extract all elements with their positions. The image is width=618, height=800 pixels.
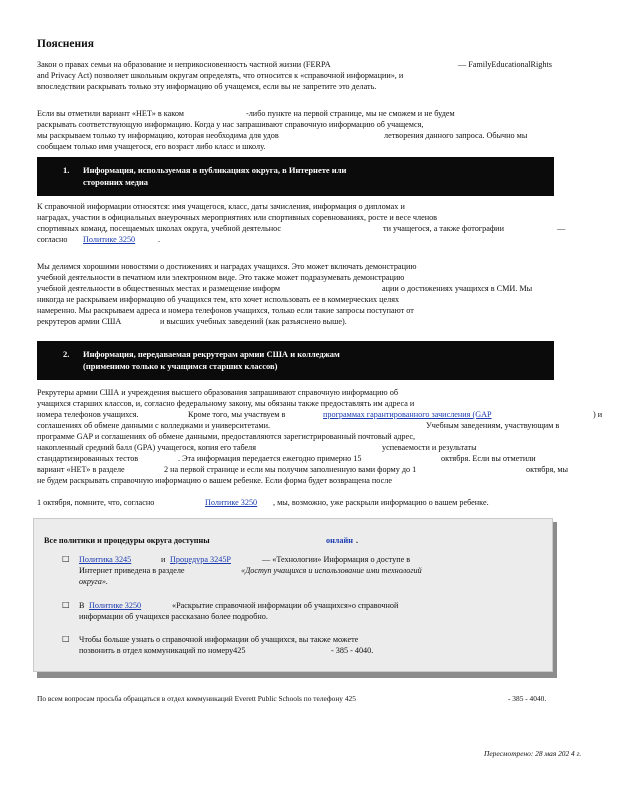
paragraph-line: -либо пункте на первой странице, мы не сможем и не будем xyxy=(246,109,455,118)
list-item-text: и xyxy=(161,555,166,564)
paragraph-line: летворения данного запроса. Обычно мы xyxy=(384,131,528,140)
paragraph-line: накопленный средний балл (GPA) учащегося, копия его табеля xyxy=(37,443,257,452)
policy-3250-link[interactable]: Политике 3250 xyxy=(205,498,258,507)
list-item-text: «Доступ учащихся и использование ими технологий xyxy=(241,566,422,575)
page-title: Пояснения xyxy=(37,38,95,50)
info-box-header: Все политики и процедуры округа доступны xyxy=(44,536,210,545)
paragraph-line: намеренно. Мы раскрываем адреса и номера телефонов учащихся, только если такие запросы поступают от xyxy=(37,306,414,315)
paragraph-line: стандартизированных тестов xyxy=(37,454,139,463)
paragraph-line: , мы, возможно, уже раскрыли информацию о вашем ребенке. xyxy=(273,498,489,507)
paragraph-line: Мы делимся хорошими новостями о достижениях и наградах учащихся. Это может включать демонстрацию xyxy=(37,262,417,271)
paragraph-line: номера телефонов учащихся. xyxy=(37,410,139,419)
paragraph-line: согласно xyxy=(37,235,68,244)
paragraph-line: ) и xyxy=(593,410,603,419)
paragraph-line: 2 на первой странице и если мы получим заполненную вами форму до 1 xyxy=(164,465,417,474)
footer-contact: По всем вопросам просьба обращаться в отдел коммуникаций Everett Public Schools по телефону 425 xyxy=(37,694,356,703)
list-item-text: — «Технологии» Информация о доступе в xyxy=(262,555,411,564)
paragraph-line: 1 октября, помните, что, согласно xyxy=(37,498,155,507)
revision-date: Пересмотрено: 28 мая 202 4 г. xyxy=(484,749,582,758)
bullet-icon: □ xyxy=(62,600,70,609)
paragraph-line: . Эта информация передается ежегодно примерно 15 xyxy=(178,454,362,463)
gap-program-link[interactable]: программах гарантированного зачисления (GAP xyxy=(323,410,492,419)
intro-line: Закон о правах семьи на образование и неприкосновенность частной жизни (FERPA xyxy=(37,60,331,69)
list-item-text: - 385 - 4040. xyxy=(331,646,374,655)
paragraph-line: вариант «НЕТ» в разделе xyxy=(37,465,125,474)
paragraph-line: учащихся старших классов, и, согласно федеральному закону, мы обязаны также предоставлять им адреса и xyxy=(37,399,415,408)
intro-line: and Privacy Act) позволяет школьным округам определять, что относится к «справочной информации», и xyxy=(37,71,404,80)
paragraph-line: учебной деятельности в печатном или электронном виде. Это также может подразумевать демонстрацию xyxy=(37,273,405,282)
paragraph-line: октября, мы xyxy=(526,465,569,474)
paragraph-line: К справочной информации относятся: имя учащегося, класс, даты зачисления, информация о дипломах и xyxy=(37,202,405,211)
section-title: (применимо только к учащимся старших классов) xyxy=(83,361,278,371)
paragraph-line: Если вы отметили вариант «НЕТ» в каком xyxy=(37,109,184,118)
paragraph-line: спортивных команд, посещаемых школах округа, учебной деятельнос xyxy=(37,224,282,233)
list-item-text: позвонить в отдел коммуникаций по номеру425 xyxy=(79,646,246,655)
procedure-3245p-link[interactable]: Процедура 3245P xyxy=(170,555,231,564)
bullet-icon: □ xyxy=(62,634,70,643)
paragraph-line: соглашениях об обмене данными с колледжами и университетами. xyxy=(37,421,271,430)
paragraph-line: успеваемости и результаты xyxy=(382,443,477,452)
policy-3245-link[interactable]: Политика 3245 xyxy=(79,555,132,564)
paragraph-line: никогда не раскрываем информацию об учащихся тем, кто хочет использовать ее в коммерческих целях xyxy=(37,295,400,304)
section-title: сторонних медиа xyxy=(83,177,149,187)
paragraph-line: Кроме того, мы участвуем в xyxy=(188,410,286,419)
paragraph-line: Рекрутеры армии США и учреждения высшего образования запрашивают справочную информацию об xyxy=(37,388,398,397)
list-item-text: «Раскрытие справочной информации об учащихся»о справочной xyxy=(172,601,399,610)
section-title: Информация, используемая в публикациях округа, в Интернете или xyxy=(83,165,347,175)
online-link[interactable]: онлайн xyxy=(326,536,353,545)
paragraph-line: учебной деятельности в общественных местах и размещение информ xyxy=(37,284,281,293)
policy-3250-link[interactable]: Политике 3250 xyxy=(89,601,142,610)
info-box-header: . xyxy=(356,536,359,545)
paragraph-line: мы раскрываем только ту информацию, которая необходима для удов xyxy=(37,131,279,140)
paragraph-line: рекрутеров армии США xyxy=(37,317,122,326)
list-item-text: округа». xyxy=(79,577,108,586)
paragraph-line: раскрывать соответствующую информацию. Когда у нас запрашивают справочную информацию об учащемся, xyxy=(37,120,424,129)
section-number: 1. xyxy=(63,165,70,175)
paragraph-line: ти учащегося, а также фотографии xyxy=(383,224,504,233)
policy-3250-link[interactable]: Политике 3250 xyxy=(83,235,136,244)
intro-line: впоследствии раскрывать только эту информацию об учащемся, если вы не запретите это делать. xyxy=(37,82,377,91)
bullet-icon: □ xyxy=(62,554,70,563)
section-title: Информация, передаваемая рекрутерам армии США и колледжам xyxy=(83,349,340,359)
paragraph-line: — xyxy=(557,224,566,233)
intro-line: — FamilyEducationalRights xyxy=(458,60,552,69)
list-item-text: Чтобы больше узнать о справочной информации об учащихся, вы также можете xyxy=(79,635,359,644)
section-number: 2. xyxy=(63,349,70,359)
footer-contact: - 385 - 4040. xyxy=(508,694,547,703)
list-item-text: информации об учащихся рассказано более подробно. xyxy=(79,612,268,621)
paragraph-line: сообщаем только имя учащегося, его возраст либо класс и школу. xyxy=(37,142,266,151)
paragraph-line: не будем раскрывать справочную информацию о вашем ребенке. Если форма будет возвращена после xyxy=(37,476,392,485)
list-item-text: Интернет приведена в разделе xyxy=(79,566,185,575)
info-box xyxy=(33,518,553,672)
list-item-text: В xyxy=(79,601,85,610)
paragraph-line: и высших учебных заведений (как разъяснено выше). xyxy=(160,317,347,326)
paragraph-line: ации о достижениях учащихся в СМИ. Мы xyxy=(382,284,533,293)
paragraph-line: . xyxy=(158,235,161,244)
section-2-header xyxy=(37,341,554,380)
paragraph-line: октября. Если вы отметили xyxy=(441,454,536,463)
paragraph-line: наградах, участии в официальных внеурочных мероприятиях или спортивных соревнованиях, росте и весе членов xyxy=(37,213,438,222)
paragraph-line: программе GAP и соглашениях об обмене данными, предоставляются зарегистрированный почтовый адрес, xyxy=(37,432,416,441)
section-1-header xyxy=(37,157,554,196)
paragraph-line: Учебным заведениям, участвующим в xyxy=(426,421,560,430)
